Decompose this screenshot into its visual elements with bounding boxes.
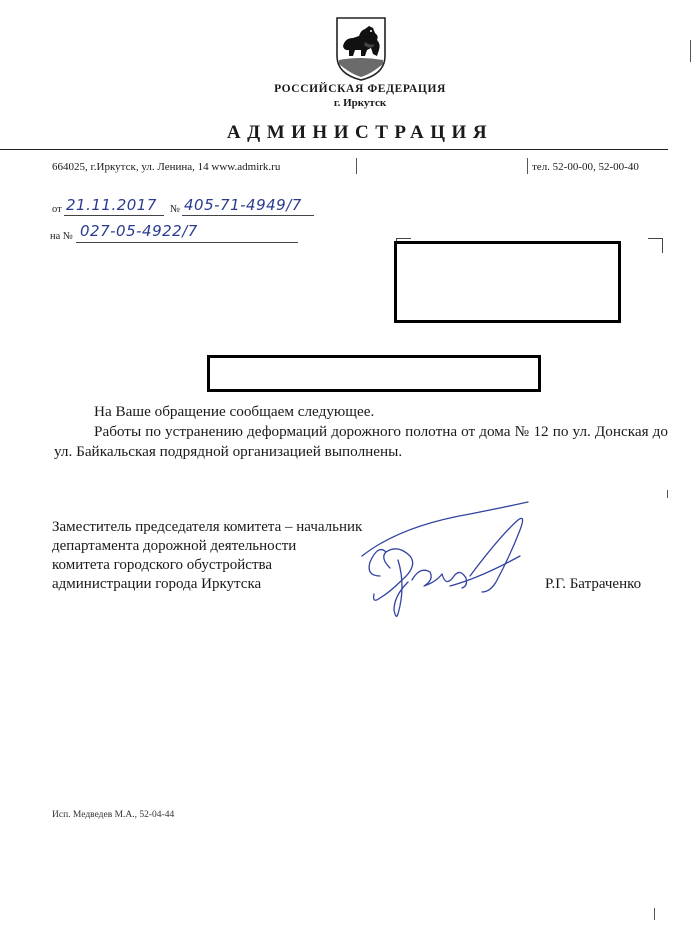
reply-underline (76, 242, 298, 243)
scan-artifact (654, 908, 655, 920)
signatory-title-line: департамента дорожной деятельности (52, 538, 297, 554)
scan-artifact (690, 40, 691, 62)
organization-address: 664025, г.Иркутск, ул. Ленина, 14 www.admirk.ru (52, 161, 281, 173)
outgoing-number: 405-71-4949/7 (184, 196, 302, 214)
address-separator (356, 158, 357, 174)
number-label: № (170, 204, 181, 215)
reply-number: 027-05-4922/7 (80, 222, 198, 240)
date-label: от (52, 204, 62, 215)
signatory-title-line: комитета городского обустройства (52, 557, 273, 573)
signatory-title-line: администрации города Иркутска (52, 576, 262, 592)
scan-artifact (667, 490, 668, 498)
salutation-redaction (207, 355, 541, 392)
body-paragraph-1: На Ваше обращение сообщаем следующее. (94, 403, 375, 420)
addressee-corner-right (648, 238, 663, 253)
body-paragraph-2: Работы по устранению деформаций дорожного полотна от дома № 12 по ул. Донская до ул. Байкальская подрядной организацией выполнены. (54, 423, 668, 460)
executor-contact: Исп. Медведев М.А., 52-04-44 (52, 810, 175, 820)
number-underline (182, 215, 314, 216)
outgoing-date: 21.11.2017 (66, 196, 157, 214)
organization-title: АДМИНИСТРАЦИЯ (226, 122, 494, 143)
signatory-title-line: Заместитель председателя комитета – начальник (52, 519, 363, 535)
reply-label: на № (50, 231, 73, 242)
signatory-name: Р.Г. Батраченко (545, 576, 642, 592)
phone-separator (527, 158, 528, 174)
country-name: РОССИЙСКАЯ ФЕДЕРАЦИЯ (274, 83, 446, 95)
addressee-redaction (394, 241, 621, 323)
date-underline (64, 215, 164, 216)
organization-phone: тел. 52-00-00, 52-00-40 (532, 161, 639, 173)
handwritten-signature (350, 496, 540, 626)
city-name: г. Иркутск (333, 97, 387, 109)
header-divider (0, 149, 668, 150)
irkutsk-coat-of-arms-icon (335, 16, 387, 82)
